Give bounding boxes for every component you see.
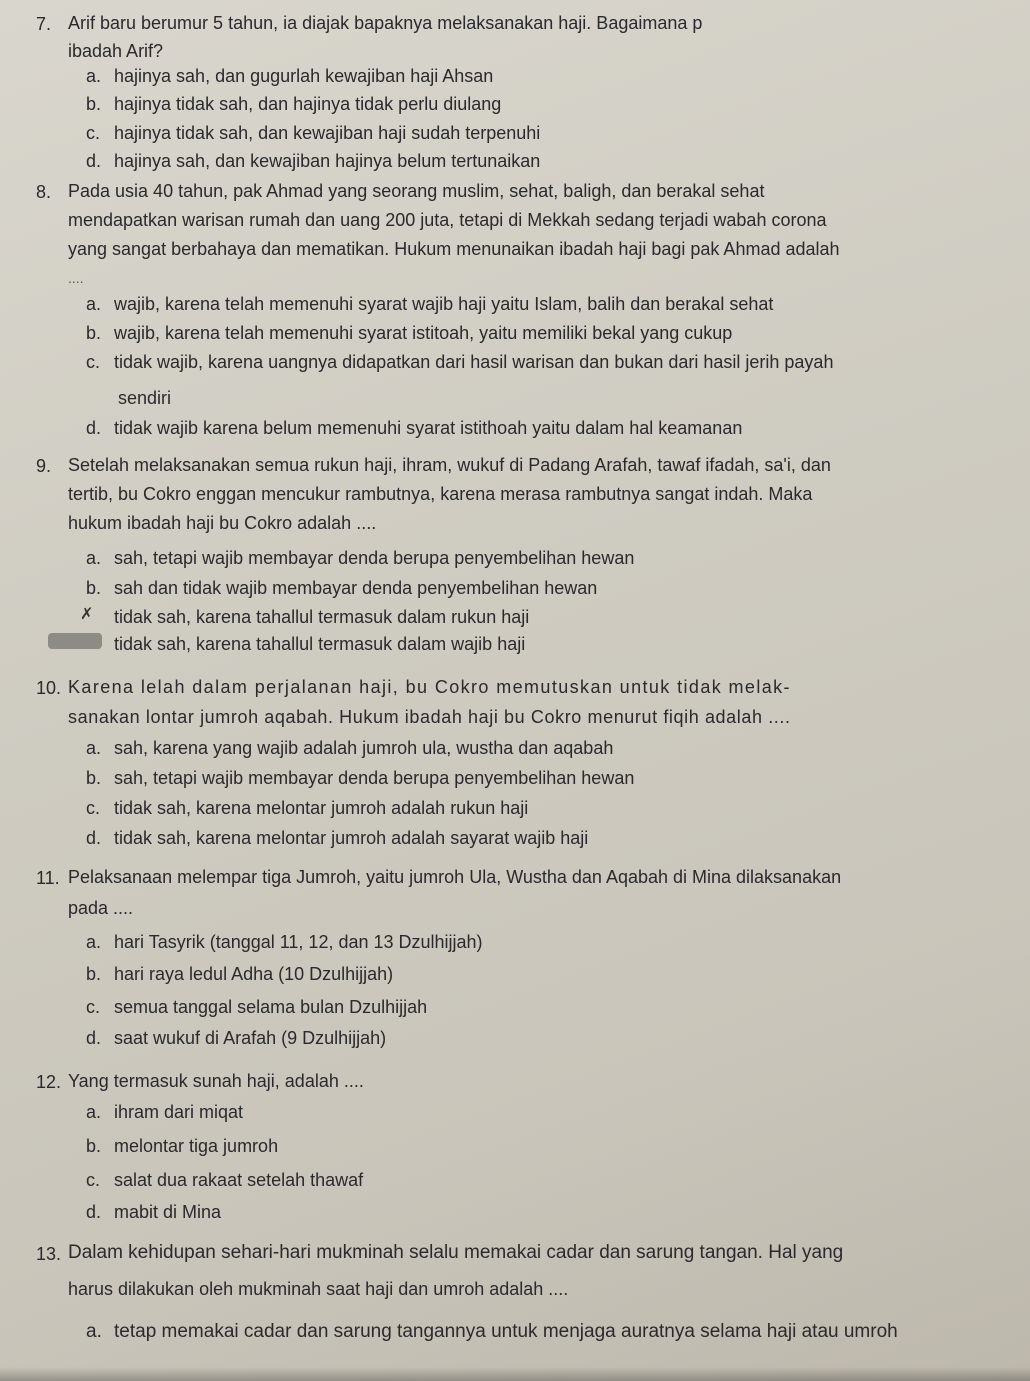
option-letter: c.: [86, 1170, 101, 1190]
option-letter: b.: [86, 94, 102, 114]
option-text: wajib, karena telah memenuhi syarat istitoah, yaitu memiliki bekal yang cukup: [114, 323, 733, 343]
option-text: tidak sah, karena tahallul termasuk dalam wajib haji: [114, 634, 526, 654]
question-10-option-a[interactable]: [86, 734, 1006, 762]
option-text: semua tanggal selama bulan Dzulhijjah: [114, 997, 428, 1017]
question-8-blank: ....: [68, 270, 84, 286]
option-text: tidak wajib karena belum memenuhi syarat istithoah yaitu dalam hal keamanan: [114, 418, 743, 438]
question-12-option-c[interactable]: [86, 1166, 1006, 1194]
question-7-option-d[interactable]: [86, 147, 1006, 175]
question-10-option-c[interactable]: [86, 794, 1006, 822]
question-7-text-line2: ibadah Arif?: [68, 41, 164, 61]
option-text: tidak sah, karena melontar jumroh adalah rukun haji: [114, 798, 529, 818]
question-7-option-c[interactable]: [86, 119, 1006, 147]
question-13-text-line1: Dalam kehidupan sehari-hari mukminah selalu memakai cadar dan sarung tangan. Hal yang: [68, 1242, 844, 1263]
question-8-text-line2: mendapatkan warisan rumah dan uang 200 juta, tetapi di Mekkah sedang terjadi wabah corona: [68, 210, 827, 230]
option-letter: d.: [86, 828, 102, 848]
option-text: sah, tetapi wajib membayar denda berupa penyembelihan hewan: [114, 768, 635, 788]
option-text: hari Tasyrik (tanggal 11, 12, dan 13 Dzulhijjah): [114, 932, 483, 952]
bottom-shadow: [0, 1367, 1030, 1381]
question-7-option-a[interactable]: [86, 62, 1006, 90]
question-10-number: 10.: [36, 678, 62, 698]
option-text: tetap memakai cadar dan sarung tangannya untuk menjaga auratnya selama haji atau umroh: [114, 1321, 898, 1342]
question-10-option-d[interactable]: [86, 824, 1006, 852]
option-text: hajinya sah, dan gugurlah kewajiban haji Ahsan: [114, 66, 494, 86]
option-letter: d.: [86, 1202, 102, 1222]
option-text: melontar tiga jumroh: [114, 1136, 279, 1156]
question-9-number: 9.: [36, 456, 52, 476]
question-8-option-b[interactable]: [86, 319, 1006, 347]
question-8-text-line1: Pada usia 40 tahun, pak Ahmad yang seorang muslim, sehat, baligh, dan berakal sehat: [68, 181, 765, 201]
question-12-text-line1: Yang termasuk sunah haji, adalah ....: [68, 1071, 364, 1091]
handwritten-cross-mark: ✗: [80, 606, 94, 623]
question-11-text-line2: pada ....: [68, 898, 134, 918]
option-letter: a.: [86, 738, 102, 758]
question-11-option-c[interactable]: [86, 993, 1006, 1021]
question-11-option-d[interactable]: [86, 1024, 1006, 1052]
question-12-number: 12.: [36, 1072, 62, 1092]
question-8-option-d[interactable]: [86, 414, 1006, 442]
question-10-text-line2: sanakan lontar jumroh aqabah. Hukum ibadah haji bu Cokro menurut fiqih adalah ....: [68, 707, 791, 727]
question-13-number: 13.: [36, 1244, 62, 1264]
question-9-option-d[interactable]: [86, 630, 1006, 658]
option-text: hajinya tidak sah, dan hajinya tidak perlu diulang: [114, 94, 502, 114]
question-10-text-line1: Karena lelah dalam perjalanan haji, bu Cokro memutuskan untuk tidak melak-: [68, 677, 791, 697]
option-text: ihram dari miqat: [114, 1102, 244, 1122]
question-11-option-b[interactable]: [86, 960, 1006, 988]
question-11-number: 11.: [36, 868, 60, 888]
question-12-option-d[interactable]: [86, 1198, 1006, 1226]
option-letter: a.: [86, 932, 102, 952]
option-letter: b.: [86, 964, 102, 984]
question-8-option-a[interactable]: [86, 290, 1006, 318]
option-letter: a.: [86, 548, 102, 568]
option-letter: a.: [86, 66, 102, 86]
question-9-text-line2: tertib, bu Cokro enggan mencukur rambutnya, karena merasa rambutnya sangat indah. Maka: [68, 484, 813, 504]
question-8-text-line3: yang sangat berbahaya dan mematikan. Hukum menunaikan ibadah haji bagi pak Ahmad adalah: [68, 239, 840, 259]
question-13-option-a[interactable]: [86, 1318, 1006, 1346]
option-letter: c.: [86, 352, 101, 372]
option-text: hajinya sah, dan kewajiban hajinya belum tertunaikan: [114, 151, 541, 171]
option-letter: a.: [86, 294, 102, 314]
question-9-text-line1: Setelah melaksanakan semua rukun haji, ihram, wukuf di Padang Arafah, tawaf ifadah, sa'i, dan: [68, 455, 831, 475]
question-8-option-c[interactable]: [86, 348, 1006, 376]
question-12-option-a[interactable]: [86, 1098, 1006, 1126]
option-text: saat wukuf di Arafah (9 Dzulhijjah): [114, 1028, 387, 1048]
question-8-number: 8.: [36, 182, 52, 202]
question-11-text-line1: Pelaksanaan melempar tiga Jumroh, yaitu jumroh Ula, Wustha dan Aqabah di Mina dilaksanakan: [68, 867, 842, 887]
question-10-option-b[interactable]: [86, 764, 1006, 792]
option-text: hajinya tidak sah, dan kewajiban haji sudah terpenuhi: [114, 123, 541, 143]
option-text: tidak wajib, karena uangnya didapatkan dari hasil warisan dan bukan dari hasil jerih payah: [114, 352, 834, 372]
question-7-option-b[interactable]: [86, 90, 1006, 118]
question-12-option-b[interactable]: [86, 1132, 1006, 1160]
question-9-option-a[interactable]: [86, 544, 1006, 572]
option-text: tidak sah, karena melontar jumroh adalah sayarat wajib haji: [114, 828, 589, 848]
option-text: mabit di Mina: [114, 1202, 222, 1222]
option-letter: a.: [86, 1102, 102, 1122]
option-letter: c.: [86, 997, 101, 1017]
option-letter: b.: [86, 323, 102, 343]
option-letter: d.: [86, 1028, 102, 1048]
question-9-option-c[interactable]: [86, 603, 1006, 631]
question-9-option-b[interactable]: [86, 574, 1006, 602]
question-9-text-line3: hukum ibadah haji bu Cokro adalah ....: [68, 513, 377, 533]
question-7-number: 7.: [36, 14, 52, 34]
option-text: sah, karena yang wajib adalah jumroh ula, wustha dan aqabah: [114, 738, 614, 758]
question-8-option-c-continuation: sendiri: [118, 388, 172, 408]
option-text: tidak sah, karena tahallul termasuk dalam rukun haji: [114, 607, 530, 627]
question-13-text-line2: harus dilakukan oleh mukminah saat haji dan umroh adalah ....: [68, 1279, 569, 1299]
option-letter: a.: [86, 1321, 102, 1342]
option-letter: d.: [86, 151, 102, 171]
option-text: wajib, karena telah memenuhi syarat wajib haji yaitu Islam, balih dan berakal sehat: [114, 294, 774, 314]
question-11-option-a[interactable]: [86, 928, 1006, 956]
option-text: salat dua rakaat setelah thawaf: [114, 1170, 364, 1190]
option-letter: c.: [86, 123, 101, 143]
option-letter: b.: [86, 768, 102, 788]
question-7-text-line1: Arif baru berumur 5 tahun, ia diajak bapaknya melaksanakan haji. Bagaimana p: [68, 13, 703, 33]
option-letter: b.: [86, 578, 102, 598]
option-text: hari raya ledul Adha (10 Dzulhijjah): [114, 964, 394, 984]
option-text: sah, tetapi wajib membayar denda berupa penyembelihan hewan: [114, 548, 635, 568]
option-letter: d.: [86, 418, 102, 438]
option-letter: b.: [86, 1136, 102, 1156]
option-letter: c.: [86, 798, 101, 818]
option-text: sah dan tidak wajib membayar denda penyembelihan hewan: [114, 578, 598, 598]
